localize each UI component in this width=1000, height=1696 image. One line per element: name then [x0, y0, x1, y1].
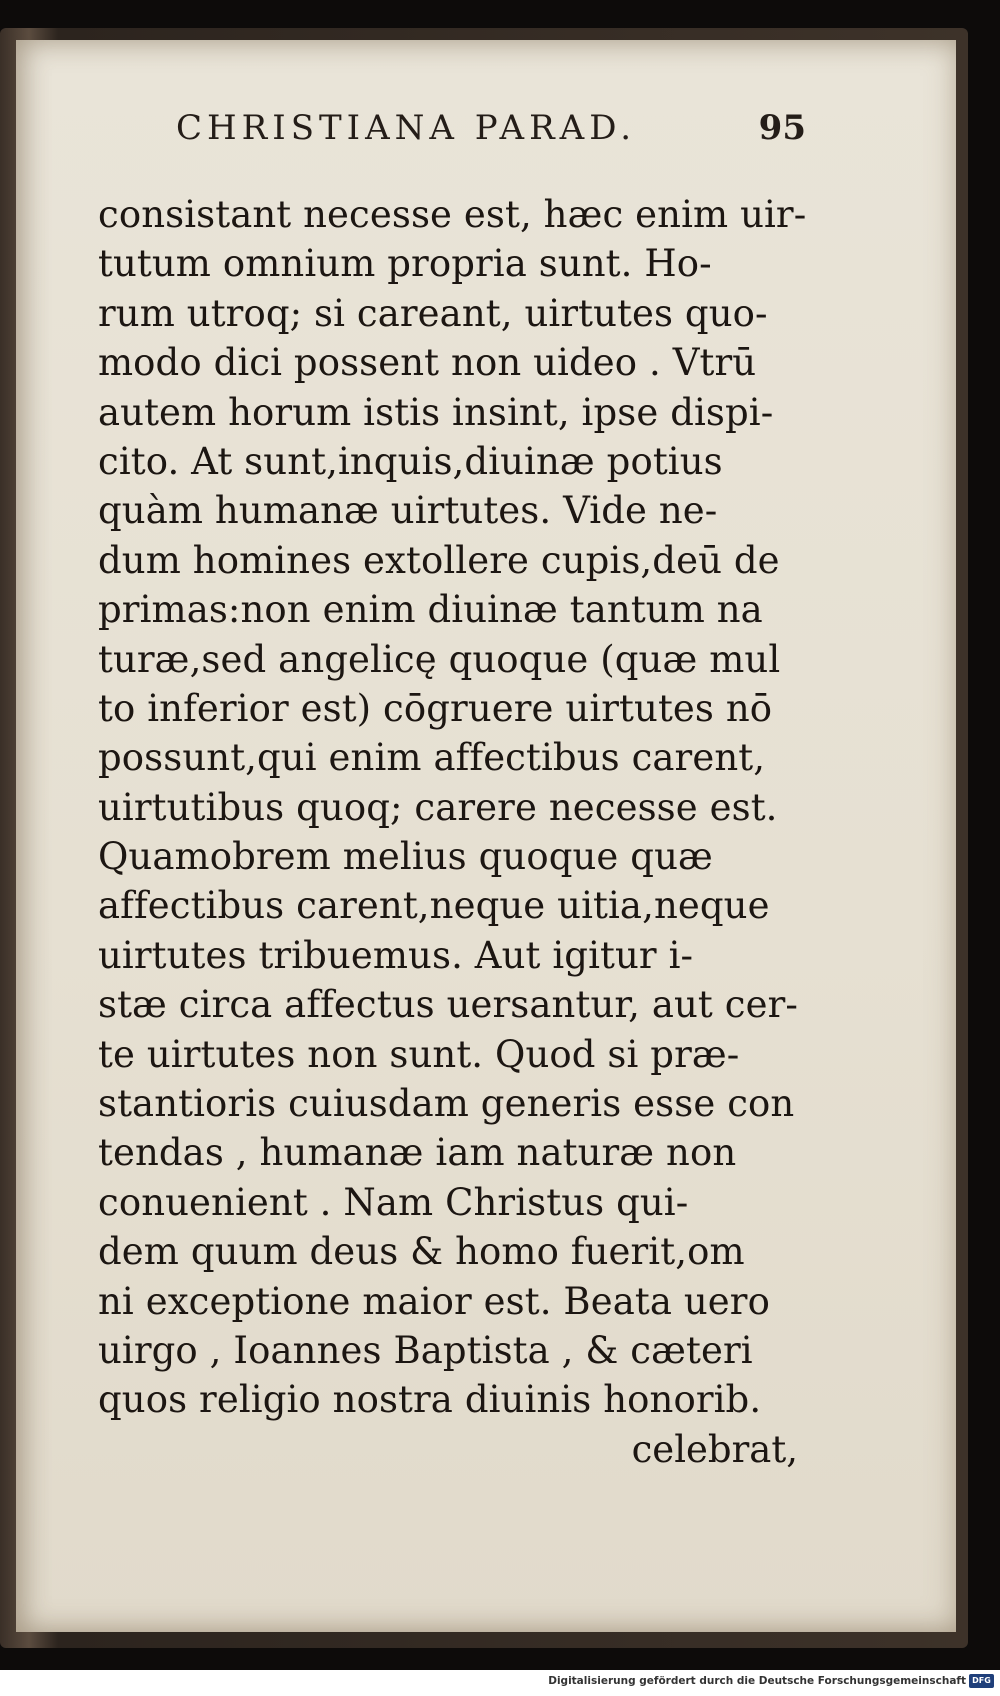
text-line: affectibus carent,neque uitia,neque: [98, 884, 770, 928]
text-line: modo dici possent non uideo . Vtrū: [98, 341, 757, 385]
text-line: stantioris cuiusdam generis esse con: [98, 1082, 795, 1126]
text-line: consistant necesse est, hæc enim uir-: [98, 193, 807, 236]
text-line: cito. At sunt,inquis,diuinæ potius: [98, 439, 723, 483]
text-line: dum homines extollere cupis,deū de: [98, 538, 780, 582]
running-head: [166, 108, 806, 156]
text-line: rum utroq; si careant, uirtutes quo-: [98, 291, 768, 335]
text-line: tutum omnium propria sunt. Ho-: [98, 242, 712, 286]
text-line: autem horum istis insint, ipse dispi-: [98, 390, 774, 434]
book-page: [16, 40, 956, 1632]
text-line: quàm humanæ uirtutes. Vide ne-: [98, 489, 718, 533]
text-line: possunt,qui enim affectibus carent,: [98, 736, 766, 780]
footer-bar: [0, 1670, 1000, 1696]
text-line: turæ,sed angelicę quoque (quæ mul: [98, 637, 781, 681]
text-line: Quamobrem melius quoque quæ: [98, 835, 713, 879]
text-line: uirgo , Ioannes Baptista , & cæteri: [98, 1328, 753, 1372]
text-line: tendas , humanæ iam naturæ non: [98, 1131, 737, 1175]
digitization-credit: Digitalisierung gefördert durch die Deutsche Forschungsgemeinschaft: [548, 1675, 966, 1687]
text-line: primas:non enim diuinæ tantum na: [98, 588, 763, 632]
text-line: uirtutes tribuemus. Aut igitur i-: [98, 933, 694, 977]
text-line: ni exceptione maior est. Beata uero: [98, 1279, 770, 1323]
catchword: celebrat,: [631, 1427, 798, 1471]
page-number: 95: [758, 108, 806, 148]
text-line: quos religio nostra diuinis honorib.: [98, 1378, 762, 1422]
body-text: [98, 190, 807, 1474]
text-line: dem quum deus & homo fuerit,om: [98, 1230, 745, 1274]
running-title: CHRISTIANA PARAD.: [176, 108, 637, 148]
text-line: stæ circa affectus uersantur, aut cer-: [98, 983, 798, 1027]
text-line: te uirtutes non sunt. Quod si præ-: [98, 1032, 740, 1076]
text-line: to inferior est) cōgruere uirtutes nō: [98, 686, 773, 730]
dfg-logo: DFG: [969, 1674, 994, 1688]
text-line: uirtutibus quoq; carere necesse est.: [98, 785, 778, 829]
text-line: conuenient . Nam Christus qui-: [98, 1180, 689, 1224]
